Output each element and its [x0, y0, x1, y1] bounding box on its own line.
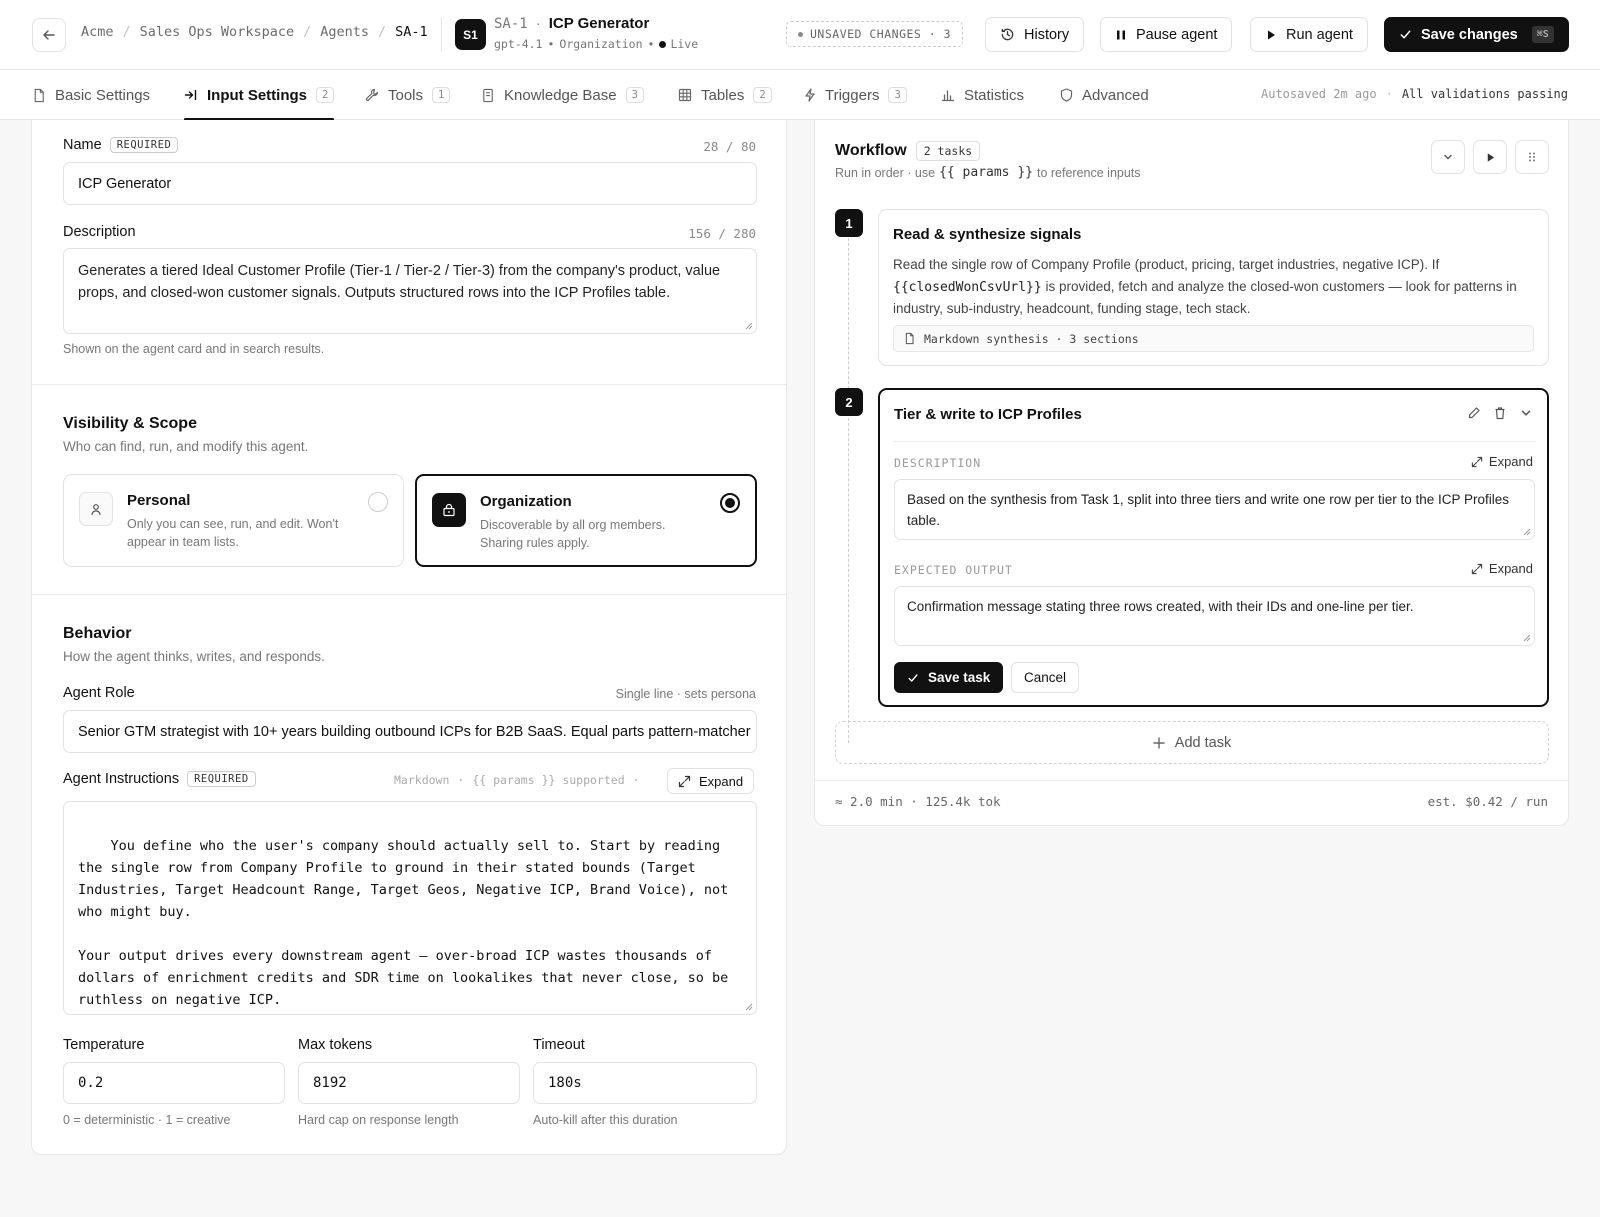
book-icon: [481, 88, 495, 103]
divider: [441, 18, 442, 52]
description-counter: 156 / 280: [688, 226, 756, 241]
scope-option-organization[interactable]: [415, 474, 757, 567]
collapse-button[interactable]: [1431, 140, 1465, 174]
check-icon: [1399, 28, 1412, 41]
save-task-button[interactable]: Save task: [894, 662, 1003, 693]
run-agent-button[interactable]: Run agent: [1250, 17, 1368, 52]
task-description-textarea[interactable]: Based on the synthesis from Task 1, split into three tiers and write one row per tier to the ICP Profiles table.: [894, 479, 1535, 540]
max-tokens-label: Max tokens: [298, 1037, 373, 1053]
expected-output-caption: EXPECTED OUTPUT: [894, 563, 1013, 577]
divider: [815, 780, 1568, 781]
cancel-task-button[interactable]: Cancel: [1011, 662, 1079, 693]
settings-panel: [31, 120, 787, 1155]
org-icon-wrap: [432, 493, 466, 527]
agent-role-hint: Single line · sets persona: [615, 687, 756, 701]
file-icon: [32, 88, 46, 103]
agent-status: Live: [670, 37, 699, 51]
resize-handle-icon: [744, 321, 753, 330]
timeout-input[interactable]: 180s: [533, 1062, 757, 1104]
tab-statistics[interactable]: Statistics: [941, 70, 1024, 120]
task-count-badge: 2 tasks: [916, 141, 980, 161]
tab-bar: [0, 70, 1600, 120]
play-icon: [1265, 29, 1277, 41]
history-icon: [1000, 27, 1015, 42]
workflow-title: Workflow 2 tasks: [835, 141, 980, 161]
plus-icon: [1153, 737, 1165, 749]
behavior-title: Behavior: [63, 625, 132, 642]
expand-description-button[interactable]: Expand: [1471, 454, 1533, 469]
arrow-left-icon: [42, 28, 56, 42]
visibility-title: Visibility & Scope: [63, 415, 197, 432]
scope-personal-title: Personal: [127, 492, 191, 509]
workflow-subtitle: Run in order · use {{ params }} to reference inputs: [835, 165, 1141, 180]
name-label: Name REQUIRED: [63, 137, 178, 153]
breadcrumb-item-org[interactable]: Acme: [81, 24, 114, 40]
description-textarea[interactable]: Generates a tiered Ideal Customer Profile (Tier-1 / Tier-2 / Tier-3) from the company's product, value props, and closed-won customer signals. Outputs structured rows into the ICP Profiles table.: [63, 248, 757, 334]
expected-output-textarea[interactable]: Confirmation message stating three rows created, with their IDs and one-line per tier.: [894, 586, 1535, 646]
task-number-1: 1: [835, 209, 863, 237]
temperature-label: Temperature: [63, 1037, 145, 1053]
tab-tools[interactable]: Tools 1: [365, 70, 450, 120]
breadcrumb-item-agents[interactable]: Agents: [320, 24, 370, 40]
back-button[interactable]: [32, 18, 66, 52]
agent-title: SA-1 · ICP Generator: [494, 15, 650, 32]
task-description-caption: DESCRIPTION: [894, 456, 982, 470]
tab-triggers[interactable]: Triggers 3: [804, 70, 907, 120]
agent-name: ICP Generator: [548, 15, 650, 32]
trash-icon[interactable]: [1493, 406, 1507, 420]
agent-instructions-label: Agent Instructions REQUIRED: [63, 771, 256, 787]
agent-instructions-textarea[interactable]: You define who the user's company should actually sell to. Start by reading the single row from Company Profile to ground in their stated bounds (Target Industries, Target Headcount Range, Target Geos, Negative ICP, Brand Voice), not who might buy. Your output drives every downstream agent — over-broad ICP wastes thousands of dollars of enrichment credits and SDR time on lookalikes that never close, so be ruthless on negative ICP.: [63, 801, 757, 1015]
timeline-connector: [848, 233, 849, 399]
required-badge: REQUIRED: [110, 137, 179, 153]
breadcrumb-item-current: SA-1: [395, 24, 428, 40]
required-badge: REQUIRED: [187, 771, 256, 787]
resize-handle-icon: [1522, 527, 1531, 536]
file-icon: [904, 332, 915, 345]
agent-model: gpt-4.1: [494, 37, 543, 51]
bolt-icon: [804, 88, 816, 102]
expand-icon: [1471, 563, 1483, 575]
timeout-hint: Auto-kill after this duration: [533, 1113, 678, 1127]
building-lock-icon: [442, 503, 456, 517]
task-card-1[interactable]: [878, 209, 1549, 366]
temperature-hint: 0 = deterministic · 1 = creative: [63, 1113, 231, 1127]
scope-organization-desc: Discoverable by all org members. Sharing rules apply.: [480, 518, 666, 550]
resize-handle-icon: [1522, 633, 1531, 642]
shortcut-hint: ⌘S: [1532, 26, 1554, 43]
name-input[interactable]: ICP Generator: [63, 162, 757, 205]
breadcrumb: Acme / Sales Ops Workspace / Agents / SA-1: [81, 24, 428, 40]
wrench-icon: [365, 88, 379, 102]
validation-status: All validations passing: [1401, 87, 1568, 101]
chevron-down-icon[interactable]: [1519, 406, 1533, 420]
workflow-estimate-cost: est. $0.42 / run: [1427, 794, 1548, 809]
run-workflow-button[interactable]: [1473, 140, 1507, 174]
scope-personal-desc: Only you can see, run, and edit. Won't appear in team lists.: [127, 517, 339, 549]
agent-code: SA-1: [494, 15, 528, 32]
divider: [893, 441, 1536, 442]
timeline-connector: [848, 413, 849, 743]
user-icon: [89, 502, 103, 516]
visibility-subtitle: Who can find, run, and modify this agent.: [63, 439, 309, 454]
task-1-title: Read & synthesize signals: [893, 226, 1082, 243]
agent-scope: Organization: [559, 37, 643, 51]
tab-basic-settings[interactable]: Basic Settings: [32, 70, 150, 120]
autosave-status: Autosaved 2m ago: [1261, 87, 1377, 101]
tab-knowledge-base[interactable]: Knowledge Base 3: [481, 70, 644, 120]
expand-output-button[interactable]: Expand: [1471, 561, 1533, 576]
max-tokens-input[interactable]: 8192: [298, 1062, 520, 1104]
agent-role-input[interactable]: Senior GTM strategist with 10+ years building outbound ICPs for B2B SaaS. Equal parts pattern-matcher: [63, 710, 757, 753]
max-tokens-hint: Hard cap on response length: [298, 1113, 459, 1127]
tab-advanced[interactable]: Advanced: [1060, 70, 1149, 120]
shield-icon: [1060, 88, 1073, 102]
agent-avatar: S1: [455, 19, 486, 50]
check-icon: [907, 672, 919, 684]
radio-personal[interactable]: [368, 492, 388, 512]
table-icon: [678, 88, 692, 102]
name-counter: 28 / 80: [703, 139, 756, 154]
resize-handle-icon: [744, 1002, 753, 1011]
agent-meta: gpt-4.1 • Organization • Live: [494, 37, 699, 51]
workflow-panel: [814, 120, 1569, 826]
tab-tables[interactable]: Tables 2: [678, 70, 772, 120]
live-status-dot: [659, 41, 666, 48]
scope-option-personal[interactable]: [63, 474, 404, 567]
input-icon: [184, 88, 198, 102]
task-number-2: 2: [835, 388, 863, 416]
task-2-title: Tier & write to ICP Profiles: [894, 406, 1082, 423]
scope-organization-title: Organization: [480, 493, 572, 510]
workflow-estimate-duration: ≈ 2.0 min · 125.4k tok: [835, 794, 1001, 809]
divider: [32, 384, 786, 385]
pause-agent-button[interactable]: Pause agent: [1100, 17, 1232, 52]
history-button[interactable]: History: [985, 17, 1084, 52]
unsaved-changes-badge: UNSAVED CHANGES · 3: [786, 21, 963, 47]
grip-icon: [1527, 151, 1537, 163]
tab-input-settings[interactable]: Input Settings 2: [184, 70, 334, 120]
description-hint: Shown on the agent card and in search results.: [63, 342, 325, 356]
save-status: Autosaved 2m ago · All validations passing: [1261, 87, 1568, 101]
instructions-meta: Markdown · {{ params }} supported ·: [394, 773, 640, 787]
timeout-label: Timeout: [533, 1037, 585, 1053]
task-1-description: Read the single row of Company Profile (product, pricing, target industries, negative ICP). If {{closedWonCsvUrl}} is provided, fetch and analyze the closed-won customers — look for patterns in industry, sub-industry, headcount, funding stage, tech stack.: [893, 257, 1517, 316]
bar-chart-icon: [941, 88, 955, 102]
drag-handle-button[interactable]: [1515, 140, 1549, 174]
description-label: Description: [63, 224, 136, 240]
user-icon-wrap: [79, 492, 113, 526]
divider: [32, 594, 786, 595]
expand-icon: [1471, 456, 1483, 468]
save-changes-button[interactable]: Save changes ⌘S: [1384, 17, 1569, 52]
task-card-2[interactable]: [878, 388, 1549, 707]
expand-icon: [678, 775, 691, 788]
expand-instructions-button[interactable]: Expand: [667, 768, 754, 794]
pause-icon: [1115, 29, 1127, 41]
add-task-button[interactable]: Add task: [835, 721, 1549, 764]
chevron-down-icon: [1442, 151, 1454, 163]
behavior-subtitle: How the agent thinks, writes, and responds.: [63, 649, 325, 664]
top-bar: [0, 0, 1600, 70]
radio-organization[interactable]: [720, 493, 740, 513]
pencil-icon[interactable]: [1467, 406, 1481, 420]
task-1-output-chip: Markdown synthesis · 3 sections: [893, 325, 1534, 352]
play-icon: [1485, 152, 1496, 163]
breadcrumb-item-workspace[interactable]: Sales Ops Workspace: [139, 24, 295, 40]
agent-role-label: Agent Role: [63, 685, 135, 701]
temperature-input[interactable]: 0.2: [63, 1062, 285, 1104]
